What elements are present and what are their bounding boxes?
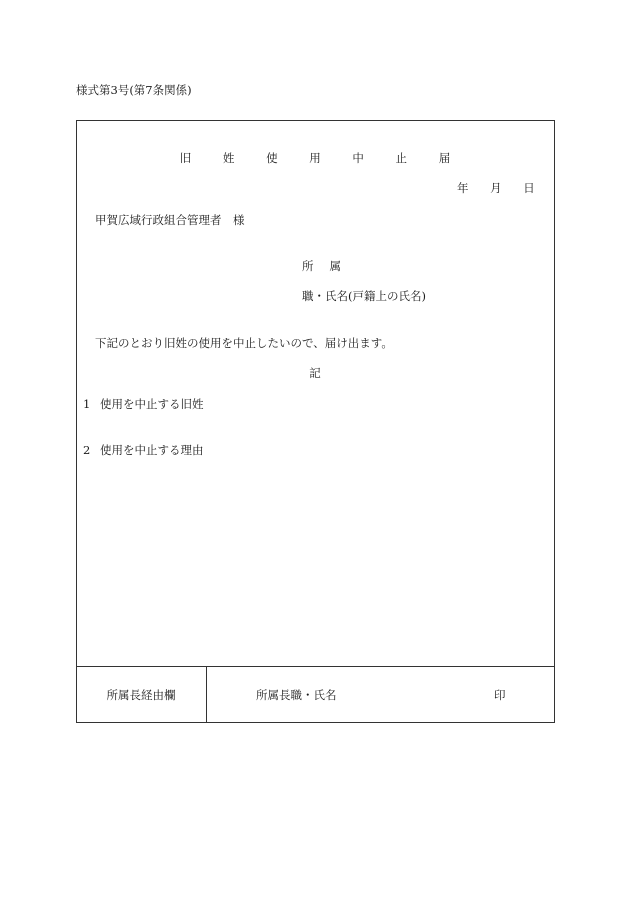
date-line: 年 月 日 <box>457 181 535 195</box>
body-text: 下記のとおり旧姓の使用を中止したいので、届け出ます。 <box>95 336 393 350</box>
seal-label: 印 <box>494 688 506 702</box>
footer-left-label: 所属長経由欄 <box>106 688 176 702</box>
footer-divider-vertical <box>206 666 207 723</box>
item-text: 使用を中止する旧姓 <box>100 397 204 411</box>
item-text: 使用を中止する理由 <box>100 443 204 457</box>
footer-middle-label: 所属長職・氏名 <box>256 688 337 702</box>
affiliation-label: 所属 <box>302 259 357 273</box>
name-label: 職・氏名(戸籍上の氏名) <box>302 289 426 303</box>
form-frame <box>76 120 555 723</box>
addressee: 甲賀広域行政組合管理者 様 <box>95 213 245 227</box>
item-number: 1 <box>83 397 91 411</box>
list-item <box>83 399 204 411</box>
ki-label: 記 <box>309 366 321 380</box>
footer-divider-horizontal <box>76 666 555 667</box>
form-number-label: 様式第3号(第7条関係) <box>76 83 192 97</box>
form-title: 旧 姓 使 用 中 止 届 <box>179 151 465 165</box>
list-item <box>83 445 204 457</box>
item-number: 2 <box>83 443 91 457</box>
